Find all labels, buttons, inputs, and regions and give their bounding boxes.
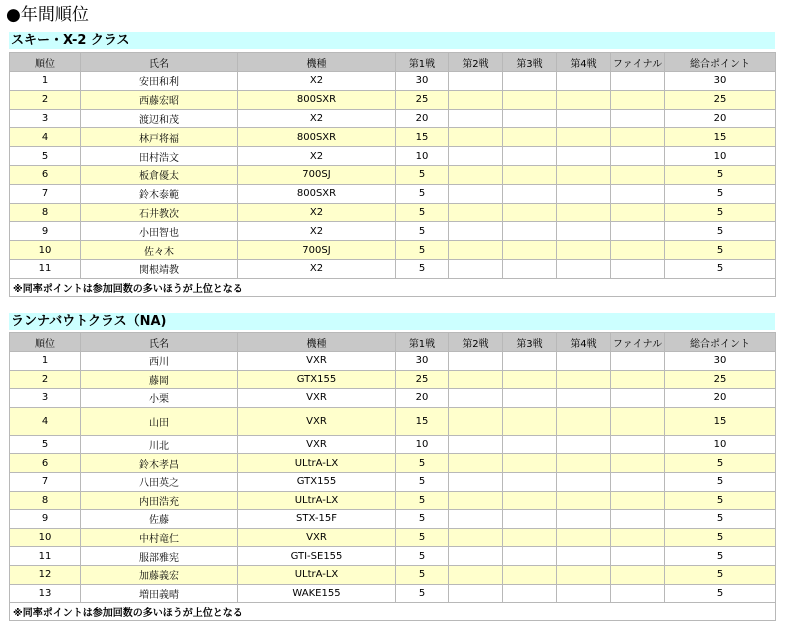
name-cell: 田村浩文 — [81, 147, 238, 166]
round1-cell: 25 — [396, 90, 449, 109]
model-cell: 800SXR — [238, 90, 396, 109]
final-cell — [611, 389, 665, 408]
round2-cell — [449, 510, 503, 529]
total-points-cell: 5 — [665, 491, 776, 510]
rank-cell: 7 — [10, 472, 81, 491]
round1-cell: 5 — [396, 510, 449, 529]
header-name: 氏名 — [81, 53, 238, 72]
round3-cell — [503, 547, 557, 566]
table-row — [10, 165, 776, 184]
round1-cell: 5 — [396, 584, 449, 603]
final-cell — [611, 165, 665, 184]
table-row — [10, 407, 776, 435]
header-round3: 第3戦 — [503, 333, 557, 352]
round1-cell: 25 — [396, 370, 449, 389]
round4-cell — [557, 565, 611, 584]
round2-cell — [449, 184, 503, 203]
total-points-cell: 5 — [665, 165, 776, 184]
header-round4: 第4戦 — [557, 53, 611, 72]
total-points-cell: 25 — [665, 370, 776, 389]
round3-cell — [503, 109, 557, 128]
note-row — [10, 278, 776, 296]
table-row — [10, 435, 776, 454]
round1-cell: 5 — [396, 491, 449, 510]
round4-cell — [557, 128, 611, 147]
round3-cell — [503, 147, 557, 166]
rank-cell: 9 — [10, 222, 81, 241]
model-cell: 800SXR — [238, 128, 396, 147]
round4-cell — [557, 352, 611, 371]
name-cell: 西川 — [81, 352, 238, 371]
final-cell — [611, 510, 665, 529]
round1-cell: 5 — [396, 259, 449, 278]
total-points-cell: 5 — [665, 565, 776, 584]
header-rank: 順位 — [10, 53, 81, 72]
total-points-cell: 30 — [665, 72, 776, 91]
rank-cell: 5 — [10, 435, 81, 454]
final-cell — [611, 584, 665, 603]
name-cell: 石井教次 — [81, 203, 238, 222]
round4-cell — [557, 241, 611, 260]
rank-cell: 10 — [10, 241, 81, 260]
rank-cell: 11 — [10, 259, 81, 278]
header-model: 機種 — [238, 333, 396, 352]
tie-breaker-note: ※同率ポイントは参加回数の多いほうが上位となる — [10, 278, 776, 296]
model-cell: ULtrA-LX — [238, 491, 396, 510]
table-row — [10, 565, 776, 584]
table-row — [10, 109, 776, 128]
total-points-cell: 5 — [665, 472, 776, 491]
round4-cell — [557, 72, 611, 91]
round2-cell — [449, 370, 503, 389]
round1-cell: 5 — [396, 547, 449, 566]
total-points-cell: 5 — [665, 203, 776, 222]
model-cell: STX-15F — [238, 510, 396, 529]
round2-cell — [449, 165, 503, 184]
page-title: ●年間順位 — [6, 5, 89, 25]
round2-cell — [449, 259, 503, 278]
header-total-points: 総合ポイント — [665, 333, 776, 352]
rank-cell: 3 — [10, 389, 81, 408]
round2-cell — [449, 584, 503, 603]
model-cell: GTI-SE155 — [238, 547, 396, 566]
model-cell: GTX155 — [238, 370, 396, 389]
table-row — [10, 491, 776, 510]
name-cell: 佐々木 — [81, 241, 238, 260]
round1-cell: 5 — [396, 222, 449, 241]
final-cell — [611, 222, 665, 241]
model-cell: ULtrA-LX — [238, 565, 396, 584]
header-round1: 第1戦 — [396, 53, 449, 72]
final-cell — [611, 128, 665, 147]
round1-cell: 5 — [396, 565, 449, 584]
header-final: ファイナル — [611, 53, 665, 72]
table-row — [10, 547, 776, 566]
rank-cell: 1 — [10, 72, 81, 91]
round2-cell — [449, 203, 503, 222]
final-cell — [611, 435, 665, 454]
round3-cell — [503, 352, 557, 371]
total-points-cell: 5 — [665, 528, 776, 547]
name-cell: 板倉優太 — [81, 165, 238, 184]
total-points-cell: 10 — [665, 147, 776, 166]
name-cell: 小田智也 — [81, 222, 238, 241]
total-points-cell: 5 — [665, 510, 776, 529]
round3-cell — [503, 72, 557, 91]
name-cell: 鈴木泰範 — [81, 184, 238, 203]
name-cell: 小栗 — [81, 389, 238, 408]
table-row — [10, 352, 776, 371]
header-round4: 第4戦 — [557, 333, 611, 352]
round3-cell — [503, 90, 557, 109]
final-cell — [611, 241, 665, 260]
round3-cell — [503, 435, 557, 454]
round2-cell — [449, 90, 503, 109]
round3-cell — [503, 241, 557, 260]
rank-cell: 4 — [10, 128, 81, 147]
model-cell: VXR — [238, 435, 396, 454]
round4-cell — [557, 491, 611, 510]
name-cell: 八田英之 — [81, 472, 238, 491]
header-round1: 第1戦 — [396, 333, 449, 352]
name-cell: 増田義晴 — [81, 584, 238, 603]
rank-cell: 11 — [10, 547, 81, 566]
round1-cell: 5 — [396, 454, 449, 473]
header-model: 機種 — [238, 53, 396, 72]
round3-cell — [503, 389, 557, 408]
name-cell: 川北 — [81, 435, 238, 454]
round3-cell — [503, 184, 557, 203]
rank-cell: 12 — [10, 565, 81, 584]
total-points-cell: 10 — [665, 435, 776, 454]
model-cell: X2 — [238, 203, 396, 222]
header-round3: 第3戦 — [503, 53, 557, 72]
final-cell — [611, 454, 665, 473]
model-cell: X2 — [238, 72, 396, 91]
round4-cell — [557, 472, 611, 491]
round2-cell — [449, 435, 503, 454]
model-cell: VXR — [238, 407, 396, 435]
header-name: 氏名 — [81, 333, 238, 352]
round2-cell — [449, 407, 503, 435]
round3-cell — [503, 203, 557, 222]
table-row — [10, 147, 776, 166]
model-cell: 700SJ — [238, 165, 396, 184]
round4-cell — [557, 147, 611, 166]
round3-cell — [503, 222, 557, 241]
rank-cell: 6 — [10, 165, 81, 184]
round1-cell: 30 — [396, 72, 449, 91]
total-points-cell: 20 — [665, 109, 776, 128]
round2-cell — [449, 352, 503, 371]
header-round2: 第2戦 — [449, 333, 503, 352]
total-points-cell: 5 — [665, 454, 776, 473]
final-cell — [611, 565, 665, 584]
round1-cell: 5 — [396, 528, 449, 547]
final-cell — [611, 472, 665, 491]
rank-cell: 9 — [10, 510, 81, 529]
round3-cell — [503, 407, 557, 435]
final-cell — [611, 109, 665, 128]
section-title-runabout-na: ランナバウトクラス（NA) — [9, 313, 775, 330]
rank-cell: 4 — [10, 407, 81, 435]
rank-cell: 2 — [10, 370, 81, 389]
table-row — [10, 510, 776, 529]
ranking-table-ski-x2 — [9, 52, 776, 297]
total-points-cell: 25 — [665, 90, 776, 109]
round4-cell — [557, 90, 611, 109]
round1-cell: 10 — [396, 435, 449, 454]
round3-cell — [503, 510, 557, 529]
round1-cell: 5 — [396, 241, 449, 260]
total-points-cell: 15 — [665, 407, 776, 435]
final-cell — [611, 491, 665, 510]
round3-cell — [503, 528, 557, 547]
final-cell — [611, 370, 665, 389]
final-cell — [611, 352, 665, 371]
round1-cell: 20 — [396, 109, 449, 128]
note-row — [10, 603, 776, 621]
round3-cell — [503, 584, 557, 603]
model-cell: X2 — [238, 109, 396, 128]
round3-cell — [503, 565, 557, 584]
final-cell — [611, 184, 665, 203]
total-points-cell: 5 — [665, 547, 776, 566]
name-cell: 中村竜仁 — [81, 528, 238, 547]
table-row — [10, 389, 776, 408]
round3-cell — [503, 370, 557, 389]
round1-cell: 20 — [396, 389, 449, 408]
round1-cell: 5 — [396, 165, 449, 184]
rank-cell: 8 — [10, 203, 81, 222]
name-cell: 林戸将福 — [81, 128, 238, 147]
round2-cell — [449, 128, 503, 147]
total-points-cell: 5 — [665, 184, 776, 203]
round2-cell — [449, 389, 503, 408]
round1-cell: 5 — [396, 184, 449, 203]
table-header-row — [10, 53, 776, 72]
name-cell: 加藤義宏 — [81, 565, 238, 584]
round2-cell — [449, 454, 503, 473]
rank-cell: 3 — [10, 109, 81, 128]
table-row — [10, 370, 776, 389]
total-points-cell: 15 — [665, 128, 776, 147]
total-points-cell: 20 — [665, 389, 776, 408]
header-total-points: 総合ポイント — [665, 53, 776, 72]
round4-cell — [557, 109, 611, 128]
rank-cell: 5 — [10, 147, 81, 166]
round4-cell — [557, 203, 611, 222]
round3-cell — [503, 472, 557, 491]
name-cell: 藤岡 — [81, 370, 238, 389]
final-cell — [611, 147, 665, 166]
table-row — [10, 528, 776, 547]
model-cell: VXR — [238, 389, 396, 408]
header-round2: 第2戦 — [449, 53, 503, 72]
final-cell — [611, 407, 665, 435]
table-row — [10, 222, 776, 241]
name-cell: 関根靖教 — [81, 259, 238, 278]
final-cell — [611, 203, 665, 222]
round4-cell — [557, 259, 611, 278]
round1-cell: 15 — [396, 407, 449, 435]
final-cell — [611, 547, 665, 566]
round4-cell — [557, 435, 611, 454]
final-cell — [611, 90, 665, 109]
final-cell — [611, 72, 665, 91]
round1-cell: 10 — [396, 147, 449, 166]
model-cell: X2 — [238, 222, 396, 241]
table-header-row — [10, 333, 776, 352]
round2-cell — [449, 547, 503, 566]
total-points-cell: 5 — [665, 241, 776, 260]
round4-cell — [557, 370, 611, 389]
round3-cell — [503, 454, 557, 473]
rank-cell: 13 — [10, 584, 81, 603]
round4-cell — [557, 389, 611, 408]
round2-cell — [449, 147, 503, 166]
model-cell: GTX155 — [238, 472, 396, 491]
round2-cell — [449, 241, 503, 260]
round4-cell — [557, 584, 611, 603]
model-cell: VXR — [238, 352, 396, 371]
round1-cell: 5 — [396, 203, 449, 222]
table-row — [10, 72, 776, 91]
name-cell: 西藤宏昭 — [81, 90, 238, 109]
tie-breaker-note: ※同率ポイントは参加回数の多いほうが上位となる — [10, 603, 776, 621]
round4-cell — [557, 222, 611, 241]
table-row — [10, 472, 776, 491]
round4-cell — [557, 528, 611, 547]
round2-cell — [449, 565, 503, 584]
table-row — [10, 184, 776, 203]
rank-cell: 7 — [10, 184, 81, 203]
total-points-cell: 30 — [665, 352, 776, 371]
name-cell: 渡辺和茂 — [81, 109, 238, 128]
round3-cell — [503, 491, 557, 510]
total-points-cell: 5 — [665, 259, 776, 278]
name-cell: 鈴木孝昌 — [81, 454, 238, 473]
model-cell: VXR — [238, 528, 396, 547]
table-row — [10, 203, 776, 222]
round4-cell — [557, 165, 611, 184]
round3-cell — [503, 165, 557, 184]
rank-cell: 6 — [10, 454, 81, 473]
round1-cell: 5 — [396, 472, 449, 491]
table-row — [10, 241, 776, 260]
round2-cell — [449, 528, 503, 547]
round2-cell — [449, 222, 503, 241]
round4-cell — [557, 407, 611, 435]
name-cell: 佐藤 — [81, 510, 238, 529]
ranking-table-runabout-na — [9, 332, 776, 621]
model-cell: WAKE155 — [238, 584, 396, 603]
table-row — [10, 90, 776, 109]
header-rank: 順位 — [10, 333, 81, 352]
round2-cell — [449, 72, 503, 91]
name-cell: 内田浩充 — [81, 491, 238, 510]
model-cell: X2 — [238, 259, 396, 278]
round2-cell — [449, 109, 503, 128]
round4-cell — [557, 454, 611, 473]
final-cell — [611, 259, 665, 278]
model-cell: X2 — [238, 147, 396, 166]
name-cell: 山田 — [81, 407, 238, 435]
section-title-ski-x2: スキー・X-2 クラス — [9, 32, 775, 49]
round4-cell — [557, 510, 611, 529]
total-points-cell: 5 — [665, 584, 776, 603]
name-cell: 服部雅宪 — [81, 547, 238, 566]
round1-cell: 15 — [396, 128, 449, 147]
rank-cell: 1 — [10, 352, 81, 371]
round3-cell — [503, 259, 557, 278]
model-cell: ULtrA-LX — [238, 454, 396, 473]
table-row — [10, 128, 776, 147]
table-row — [10, 454, 776, 473]
header-final: ファイナル — [611, 333, 665, 352]
round3-cell — [503, 128, 557, 147]
round2-cell — [449, 491, 503, 510]
round2-cell — [449, 472, 503, 491]
rank-cell: 2 — [10, 90, 81, 109]
table-row — [10, 584, 776, 603]
round1-cell: 30 — [396, 352, 449, 371]
round4-cell — [557, 184, 611, 203]
final-cell — [611, 528, 665, 547]
round4-cell — [557, 547, 611, 566]
rank-cell: 10 — [10, 528, 81, 547]
name-cell: 安田和利 — [81, 72, 238, 91]
table-row — [10, 259, 776, 278]
total-points-cell: 5 — [665, 222, 776, 241]
model-cell: 800SXR — [238, 184, 396, 203]
model-cell: 700SJ — [238, 241, 396, 260]
rank-cell: 8 — [10, 491, 81, 510]
